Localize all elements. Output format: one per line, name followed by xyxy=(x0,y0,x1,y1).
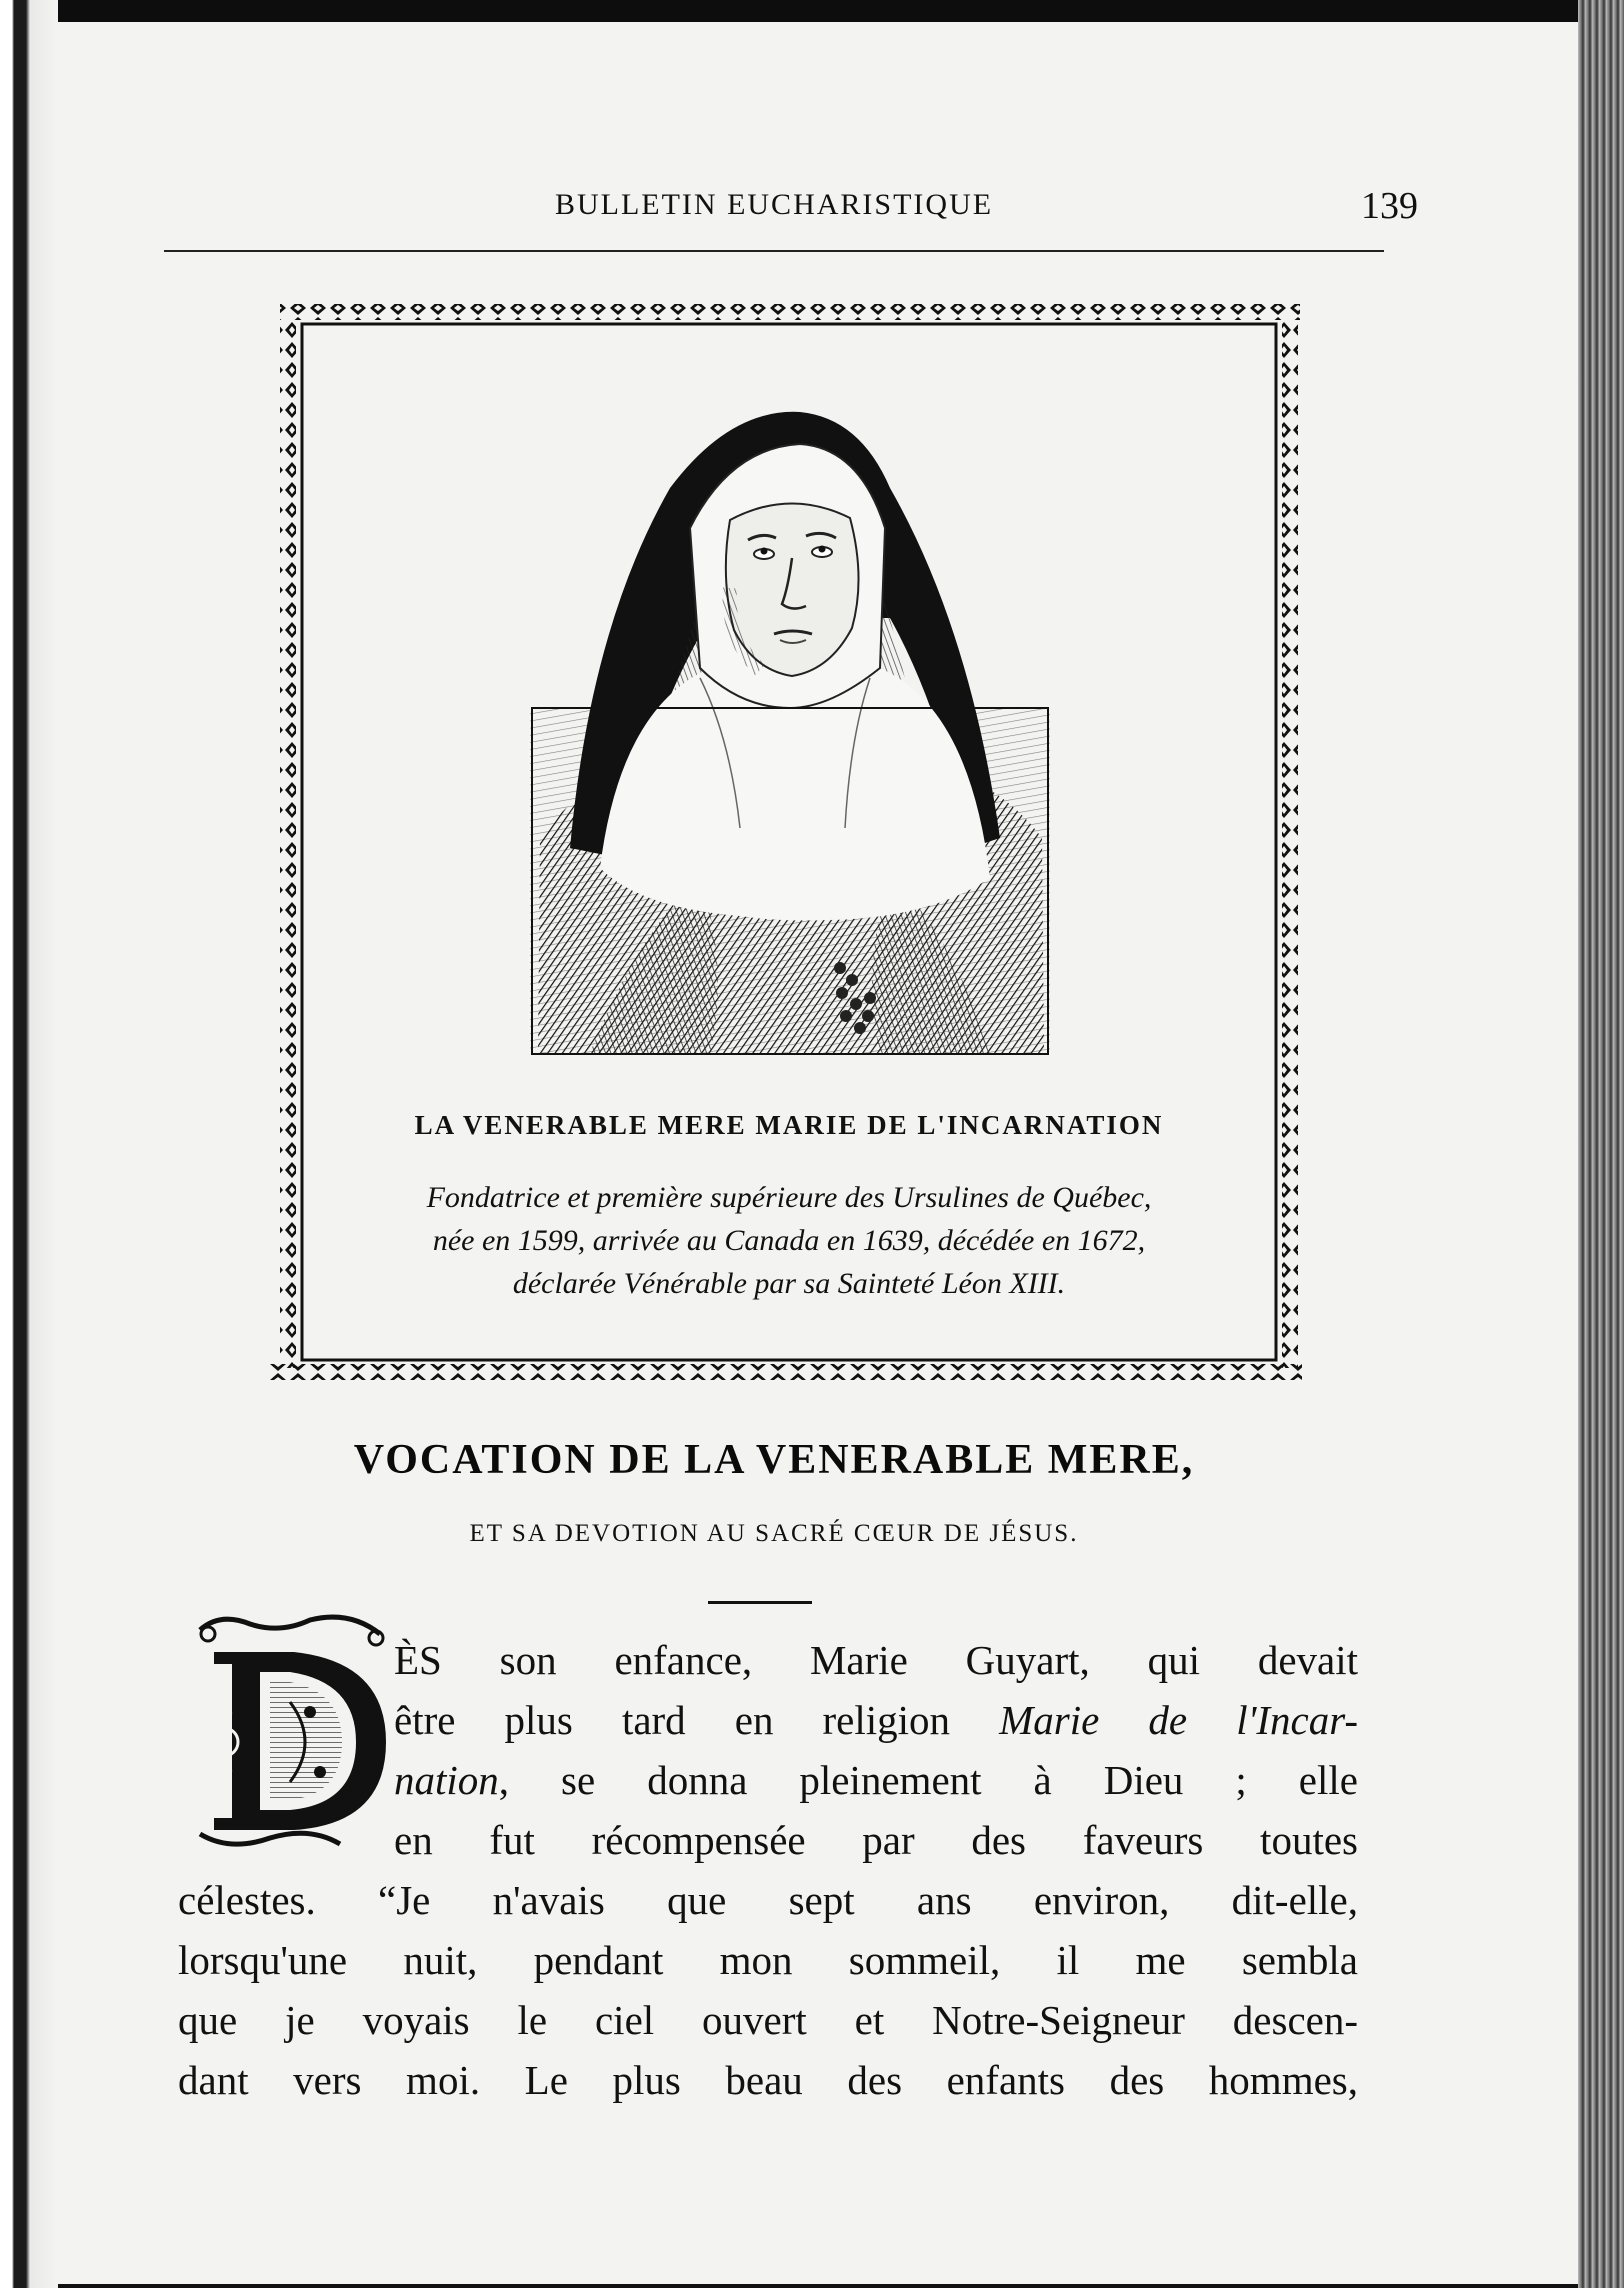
page-number: 139 xyxy=(1361,185,1418,227)
caption-line: déclarée Vénérable par sa Sainteté Léon XIII. xyxy=(512,1267,1066,1300)
body-line: que je voyais le ciel ouvert et Notre-Seigneur descen- xyxy=(178,1997,1358,2043)
body-line: en fut récompensée par des faveurs toutes xyxy=(394,1817,1358,1863)
portrait-caption-body xyxy=(308,1176,1270,1305)
article-subheading: ET SA DEVOTION AU SACRÉ CŒUR DE JÉSUS. xyxy=(469,1520,1079,1547)
body-line: lorsqu'une nuit, pendant mon sommeil, il me sembla xyxy=(178,1937,1358,1983)
section-rule xyxy=(708,1601,812,1604)
caption-line: Fondatrice et première supérieure des Ursulines de Québec, xyxy=(426,1181,1152,1214)
scan-left-edge xyxy=(0,0,58,2288)
article-heading: VOCATION DE LA VENERABLE MERE, xyxy=(353,1437,1195,1483)
ornate-dropcap-d xyxy=(190,1612,398,1852)
scan-right-edge xyxy=(1578,0,1624,2288)
page-header xyxy=(160,185,1418,238)
scan-top-edge xyxy=(0,0,1624,24)
body-line: être plus tard en religion Marie de l'Incar- xyxy=(394,1697,1358,1743)
body-line: nation, se donna pleinement à Dieu ; elle xyxy=(394,1757,1358,1803)
caption-line: née en 1599, arrivée au Canada en 1639, décédée en 1672, xyxy=(432,1224,1146,1257)
portrait-frame xyxy=(268,300,1310,1390)
running-head: BULLETIN EUCHARISTIQUE xyxy=(554,188,994,221)
body-line: ÈS son enfance, Marie Guyart, qui devait xyxy=(394,1637,1358,1683)
portrait-caption-title: LA VENERABLE MERE MARIE DE L'INCARNATION xyxy=(414,1110,1164,1140)
body-line: célestes. “Je n'avais que sept ans environ, dit-elle, xyxy=(178,1877,1358,1923)
nun-portrait-engraving xyxy=(530,408,1050,1058)
header-rule xyxy=(164,250,1384,252)
body-line: dant vers moi. Le plus beau des enfants des hommes, xyxy=(178,2057,1358,2103)
italic-name: Marie de l'Incar- xyxy=(999,1697,1358,1743)
italic-name: nation xyxy=(394,1757,499,1803)
